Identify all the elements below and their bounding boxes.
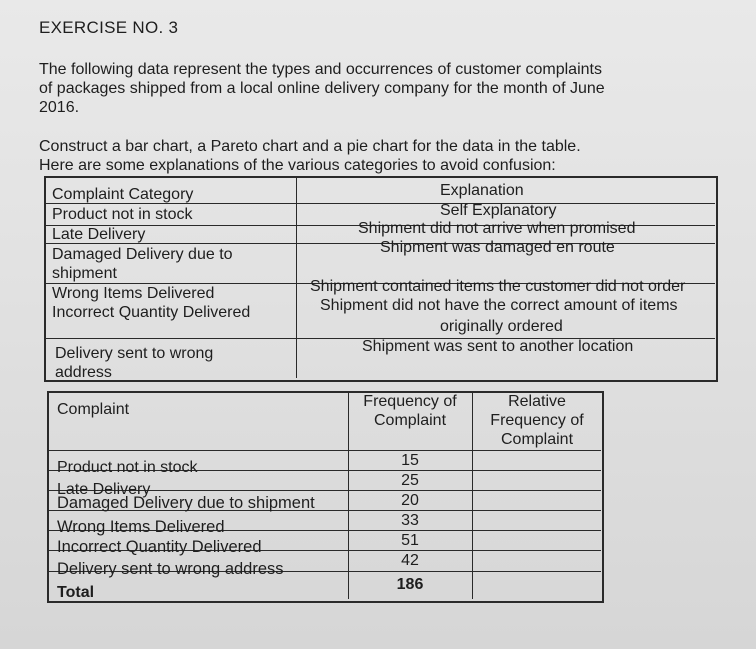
exercise-title: EXERCISE NO. 3 [39, 18, 179, 37]
explanation-col1-header: Complaint Category [52, 186, 194, 203]
explanation-category: Incorrect Quantity Delivered [52, 304, 251, 321]
explanation-category: Late Delivery [52, 226, 146, 243]
complaint-label: Delivery sent to wrong address [57, 560, 284, 578]
explanation-table-column-divider [296, 177, 297, 378]
complaint-label: Damaged Delivery due to shipment [57, 494, 315, 512]
frequency-col2-header: Complaint [373, 412, 447, 429]
frequency-col1-header: Complaint [57, 401, 130, 418]
explanation-category: Delivery sent to wrong [55, 345, 214, 362]
explanation-category: Product not in stock [52, 206, 193, 223]
frequency-col2-header: Frequency of [363, 393, 457, 410]
explanation-text: Self Explanatory [440, 202, 557, 219]
intro-line-1: The following data represent the types and occurrences of customer complaints [39, 61, 602, 78]
complaint-label: Product not in stock [57, 459, 198, 476]
instruction-line-1: Construct a bar chart, a Pareto chart and a pie chart for the data in the table. [39, 138, 581, 155]
explanation-category: address [55, 364, 112, 381]
total-label: Total [57, 584, 95, 601]
explanation-category: Damaged Delivery due to [52, 246, 233, 263]
frequency-col3-header: Complaint [500, 431, 574, 448]
total-value: 186 [396, 576, 424, 593]
explanation-text: originally ordered [440, 318, 563, 335]
complaint-label: Incorrect Quantity Delivered [57, 538, 262, 556]
explanation-category: shipment [52, 265, 117, 282]
frequency-value: 33 [401, 512, 419, 529]
explanation-text: Shipment was damaged en route [380, 239, 615, 256]
frequency-value: 25 [401, 472, 419, 489]
frequency-table-column-divider [348, 392, 349, 599]
intro-line-2: of packages shipped from a local online delivery company for the month of June [39, 80, 605, 97]
row-divider [48, 450, 601, 451]
frequency-value: 51 [401, 532, 419, 549]
explanation-text: Shipment contained items the customer did not order [310, 278, 686, 295]
explanation-text: Shipment did not have the correct amount of items [320, 297, 678, 314]
frequency-col3-header: Relative [508, 393, 566, 410]
explanation-col2-header: Explanation [440, 182, 524, 199]
instruction-line-2: Here are some explanations of the various categories to avoid confusion: [39, 157, 556, 174]
frequency-col3-header: Frequency of [490, 412, 584, 429]
explanation-text: Shipment was sent to another location [362, 338, 634, 355]
intro-line-3: 2016. [39, 99, 80, 116]
frequency-value: 15 [401, 452, 419, 469]
complaint-label: Late Delivery [57, 481, 151, 498]
frequency-table-column-divider [472, 392, 473, 599]
frequency-value: 20 [401, 492, 419, 509]
frequency-value: 42 [401, 552, 419, 569]
explanation-category: Wrong Items Delivered [52, 285, 215, 302]
explanation-text: Shipment did not arrive when promised [358, 220, 636, 237]
complaint-label: Wrong Items Delivered [57, 518, 225, 536]
